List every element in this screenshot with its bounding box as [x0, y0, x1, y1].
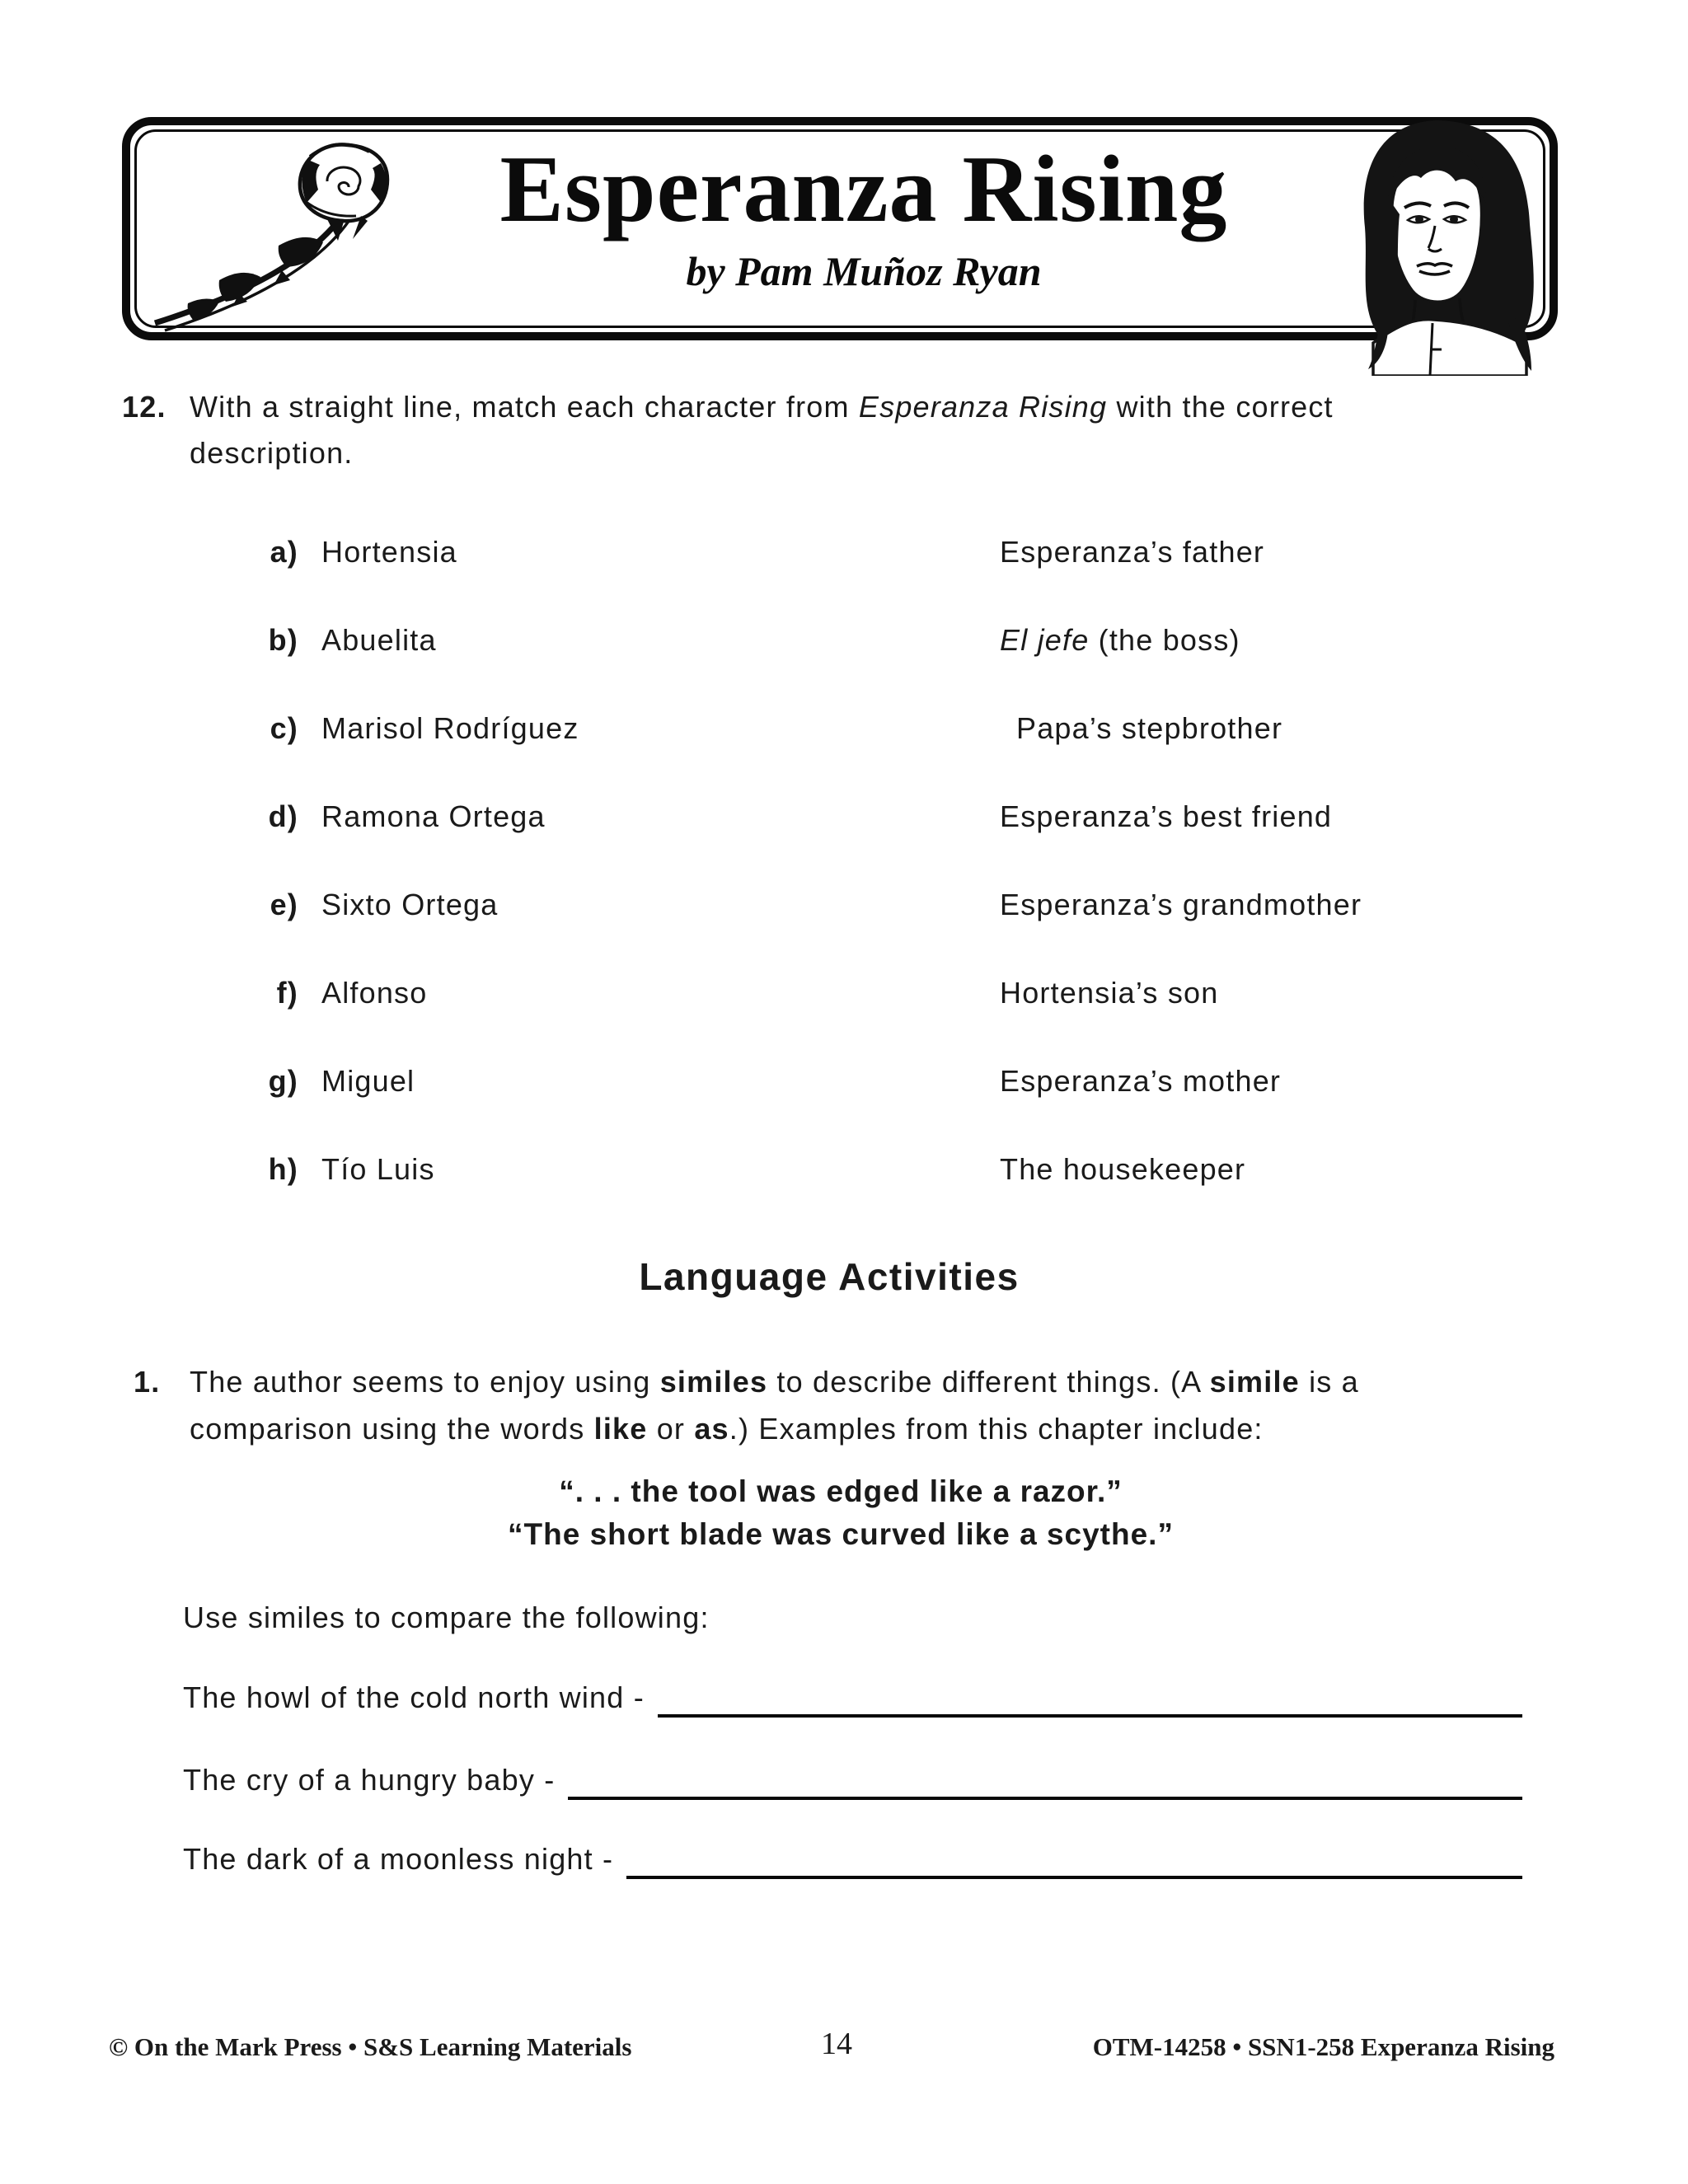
match-description: Papa’s stepbrother [1016, 710, 1283, 745]
answer-line[interactable] [626, 1843, 1522, 1879]
match-row [0, 1037, 1688, 1125]
footer-publisher: © On the Mark Press • S&S Learning Materials [109, 2032, 632, 2061]
match-character-name: Alfonso [321, 975, 428, 1010]
rose-icon [140, 132, 429, 338]
match-row [0, 684, 1688, 772]
banner-text-block [427, 137, 1301, 293]
question-1 [134, 1358, 1556, 1452]
simile-prompt-row [183, 1836, 1522, 1879]
question-12 [122, 384, 1556, 476]
match-character-name: Marisol Rodríguez [321, 710, 579, 745]
match-character-name: Hortensia [321, 534, 457, 569]
question-text: The author seems to enjoy using similes to describe different things. (A simile is a comparison using the words like or as.) Examples from this chapter include: [190, 1365, 1359, 1446]
match-row [0, 860, 1688, 949]
match-row [0, 596, 1688, 684]
match-character-name: Tío Luis [321, 1151, 435, 1186]
match-letter: b) [268, 622, 298, 657]
simile-examples [0, 1470, 1681, 1556]
question-number: 1. [134, 1365, 161, 1399]
match-character-name: Abuelita [321, 622, 437, 657]
answer-line[interactable] [568, 1764, 1522, 1800]
match-letter: c) [270, 710, 298, 745]
match-letter: d) [268, 799, 298, 833]
match-row [0, 772, 1688, 860]
match-letter: h) [268, 1151, 298, 1186]
match-character-name: Sixto Ortega [321, 887, 499, 921]
prompt-label: The howl of the cold north wind - [183, 1680, 645, 1714]
prompt-label: The dark of a moonless night - [183, 1842, 614, 1876]
match-character-name: Miguel [321, 1063, 415, 1098]
match-description: Esperanza’s grandmother [1000, 887, 1362, 921]
match-description: Esperanza’s father [1000, 534, 1265, 569]
match-description: Esperanza’s best friend [1000, 799, 1333, 833]
answer-line[interactable] [658, 1681, 1522, 1718]
match-row [0, 508, 1688, 596]
matching-section [0, 508, 1688, 1213]
match-description: Esperanza’s mother [1000, 1063, 1282, 1098]
language-activities-heading: Language Activities [639, 1255, 1020, 1298]
book-title: Esperanza Rising [499, 137, 1228, 242]
match-letter: g) [268, 1063, 298, 1098]
girl-portrait-icon [1334, 115, 1541, 376]
match-description: El jefe (the boss) [1000, 622, 1240, 657]
book-author: by Pam Muñoz Ryan [686, 248, 1042, 294]
footer [0, 2021, 1688, 2070]
question-number: 12. [122, 390, 166, 424]
footer-code: OTM-14258 • SSN1-258 Experanza Rising [1092, 2032, 1554, 2061]
match-letter: f) [276, 975, 298, 1010]
footer-page-number: 14 [821, 2027, 852, 2061]
match-description: The housekeeper [1000, 1151, 1246, 1186]
match-row [0, 949, 1688, 1037]
simile-prompt-row [183, 1757, 1522, 1800]
example-quote: “. . . the tool was edged like a razor.” [559, 1474, 1123, 1508]
simile-instruction: Use similes to compare the following: [183, 1601, 710, 1634]
book-title-inline: Esperanza Rising [858, 390, 1108, 424]
match-letter: a) [270, 534, 298, 569]
match-description: Hortensia’s son [1000, 975, 1219, 1010]
title-banner [122, 117, 1558, 340]
question-text: With a straight line, match each character from Esperanza Rising with the correct description. [190, 390, 1334, 470]
simile-prompt-row [183, 1675, 1522, 1718]
match-row [0, 1125, 1688, 1213]
match-letter: e) [270, 887, 298, 921]
match-character-name: Ramona Ortega [321, 799, 546, 833]
prompt-label: The cry of a hungry baby - [183, 1763, 556, 1797]
example-quote: “The short blade was curved like a scythe.” [508, 1517, 1174, 1551]
